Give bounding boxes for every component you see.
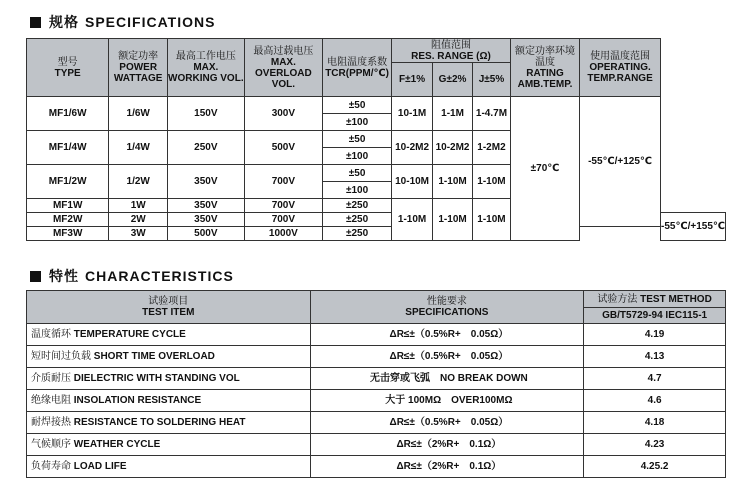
- header-range-f: F±1%: [392, 63, 433, 97]
- spec-type: MF1W: [27, 199, 109, 213]
- spec-range-j: 1-10M: [473, 165, 511, 199]
- spec-power: 2W: [109, 213, 168, 227]
- spec-tcr: ±50: [323, 165, 392, 182]
- spec-power: 1/4W: [109, 131, 168, 165]
- spec-work: 350V: [168, 165, 245, 199]
- header-power: 额定功率 POWER WATTAGE: [109, 39, 168, 97]
- spec-range-j: 1-2M2: [473, 131, 511, 165]
- spec-range-g: 10-2M2: [433, 131, 473, 165]
- spec-power: 1/6W: [109, 97, 168, 131]
- spec-tcr: ±100: [323, 182, 392, 199]
- spec-type: MF1/2W: [27, 165, 109, 199]
- char-item: 负荷寿命 LOAD LIFE: [27, 456, 311, 478]
- spec-over: 700V: [244, 165, 323, 199]
- spec-over: 1000V: [244, 227, 323, 241]
- spec-over: 700V: [244, 213, 323, 227]
- spec-power: 3W: [109, 227, 168, 241]
- spec-work: 150V: [168, 97, 245, 131]
- header-max-overload: 最高过载电压 MAX. OVERLOAD VOL.: [244, 39, 323, 97]
- char-item: 耐焊接热 RESISTANCE TO SOLDERING HEAT: [27, 412, 311, 434]
- spec-tcr: ±50: [323, 97, 392, 114]
- char-spec: ΔR≤±（2%R+ 0.1Ω）: [310, 456, 584, 478]
- header-type: 型号 TYPE: [27, 39, 109, 97]
- char-item: 介质耐压 DIELECTRIC WITH STANDING VOL: [27, 368, 311, 390]
- char-spec: 无击穿或飞弧 NO BREAK DOWN: [310, 368, 584, 390]
- spec-type: MF2W: [27, 213, 109, 227]
- spec-power: 1W: [109, 199, 168, 213]
- char-item: 温度循环 TEMPERATURE CYCLE: [27, 324, 311, 346]
- header-operating-temp: 使用温度范围 OPERATING. TEMP.RANGE: [580, 39, 661, 97]
- spec-range-f: 10-1M: [392, 97, 433, 131]
- char-method: 4.18: [584, 412, 726, 434]
- spec-range-g: 1-10M: [433, 199, 473, 241]
- char-spec: ΔR≤±（2%R+ 0.1Ω）: [310, 434, 584, 456]
- spec-type: MF3W: [27, 227, 109, 241]
- spec-work: 350V: [168, 213, 245, 227]
- spec-range-f: 10-10M: [392, 165, 433, 199]
- char-method: 4.6: [584, 390, 726, 412]
- char-spec: 大于 100MΩ OVER100MΩ: [310, 390, 584, 412]
- spec-tcr: ±250: [323, 213, 392, 227]
- spec-work: 350V: [168, 199, 245, 213]
- header-range-j: J±5%: [473, 63, 511, 97]
- char-method: 4.25.2: [584, 456, 726, 478]
- spec-over: 700V: [244, 199, 323, 213]
- spec-section-title: 规格 SPECIFICATIONS: [30, 12, 215, 32]
- spec-range-g: 1-10M: [433, 165, 473, 199]
- char-method: 4.19: [584, 324, 726, 346]
- square-bullet-icon: [30, 17, 41, 28]
- header-method-standard: GB/T5729-94 IEC115-1: [584, 308, 726, 324]
- spec-over: 500V: [244, 131, 323, 165]
- specifications-table: [26, 38, 726, 241]
- spec-range-f: 1-10M: [392, 199, 433, 241]
- char-section-title: 特性 CHARACTERISTICS: [30, 266, 234, 286]
- spec-range-j: 1-10M: [473, 199, 511, 241]
- spec-tcr: ±100: [323, 148, 392, 165]
- spec-work: 500V: [168, 227, 245, 241]
- spec-op-temp-1: -55℃/+125℃: [580, 97, 661, 227]
- header-test-method: 试验方法 TEST METHOD: [584, 291, 726, 308]
- header-res-range: 阻值范围 RES. RANGE (Ω): [392, 39, 511, 63]
- char-item: 绝缘电阻 INSOLATION RESISTANCE: [27, 390, 311, 412]
- header-tcr: 电阻温度系数 TCR(PPM/℃): [323, 39, 392, 97]
- square-bullet-icon: [30, 271, 41, 282]
- spec-type: MF1/4W: [27, 131, 109, 165]
- char-item: 短时间过负载 SHORT TIME OVERLOAD: [27, 346, 311, 368]
- characteristics-table: [26, 290, 726, 478]
- char-method: 4.7: [584, 368, 726, 390]
- spec-range-g: 1-1M: [433, 97, 473, 131]
- spec-tcr: ±250: [323, 227, 392, 241]
- header-range-g: G±2%: [433, 63, 473, 97]
- char-spec: ΔR≤±（0.5%R+ 0.05Ω）: [310, 412, 584, 434]
- spec-over: 300V: [244, 97, 323, 131]
- spec-tcr: ±250: [323, 199, 392, 213]
- spec-op-temp-2: -55℃/+155℃: [661, 213, 726, 241]
- char-item: 气候顺序 WEATHER CYCLE: [27, 434, 311, 456]
- spec-range-j: 1-4.7M: [473, 97, 511, 131]
- spec-tcr: ±100: [323, 114, 392, 131]
- spec-type: MF1/6W: [27, 97, 109, 131]
- char-spec: ΔR≤±（0.5%R+ 0.05Ω）: [310, 324, 584, 346]
- header-max-working: 最高工作电压 MAX. WORKING VOL.: [168, 39, 245, 97]
- spec-tcr: ±50: [323, 131, 392, 148]
- spec-range-f: 10-2M2: [392, 131, 433, 165]
- spec-power: 1/2W: [109, 165, 168, 199]
- char-spec: ΔR≤±（0.5%R+ 0.05Ω）: [310, 346, 584, 368]
- header-test-item: 试验项目 TEST ITEM: [27, 291, 311, 324]
- header-specifications: 性能要求 SPECIFICATIONS: [310, 291, 584, 324]
- spec-amb-temp: ±70℃: [510, 97, 579, 241]
- char-method: 4.23: [584, 434, 726, 456]
- char-method: 4.13: [584, 346, 726, 368]
- header-rating-temp: 额定功率环境温度 RATING AMB.TEMP.: [510, 39, 579, 97]
- spec-work: 250V: [168, 131, 245, 165]
